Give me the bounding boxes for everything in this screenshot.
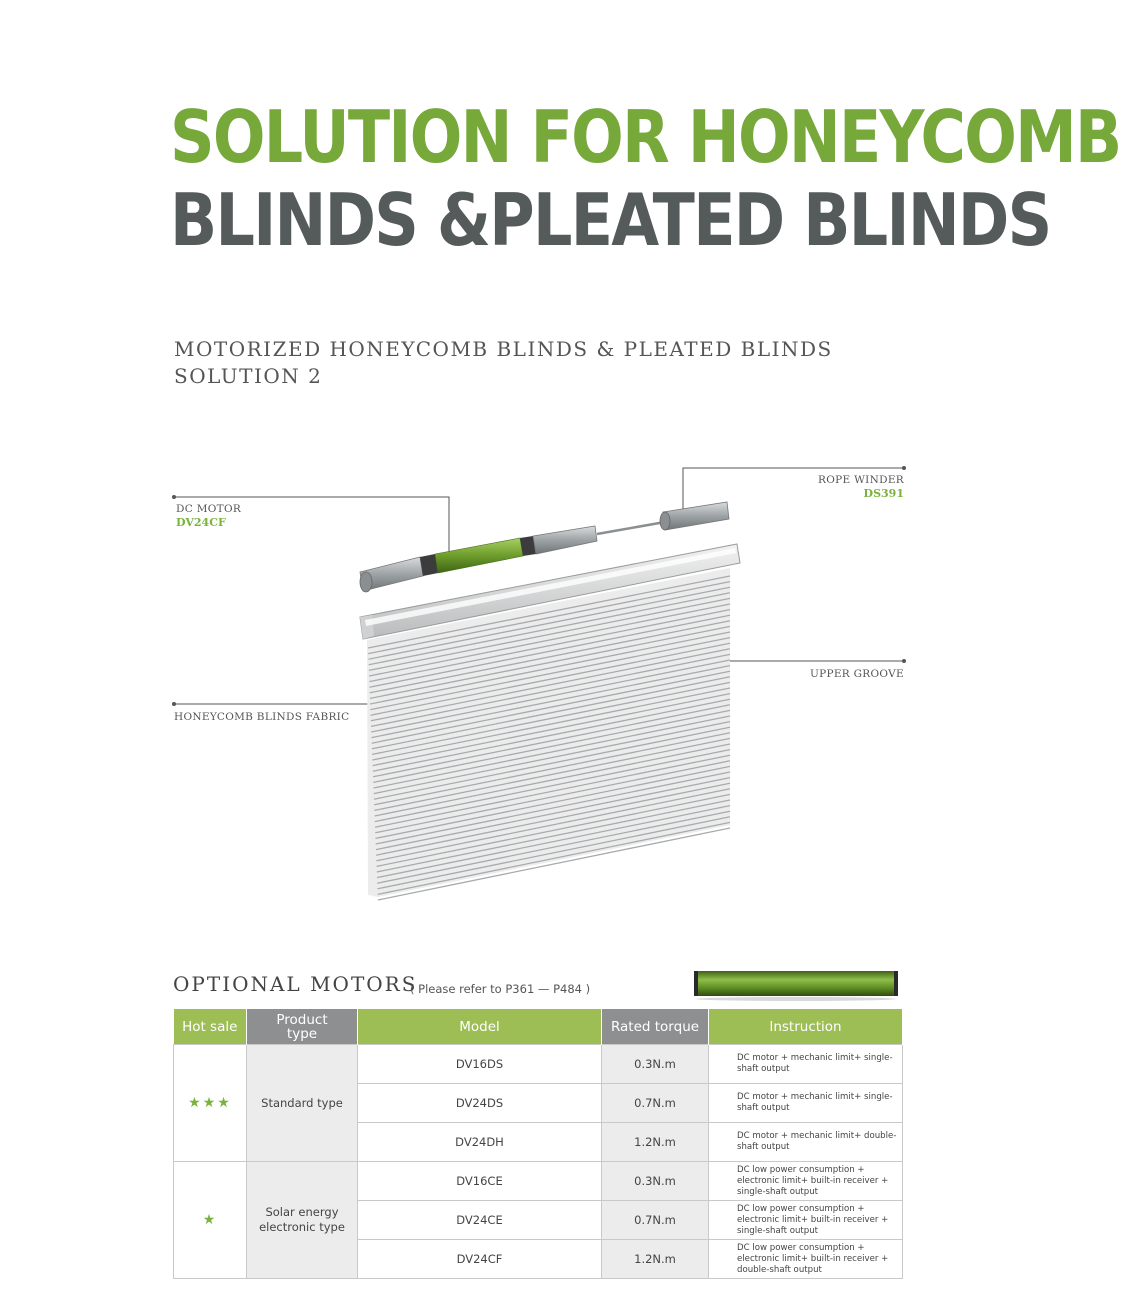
instruction-cell: DC motor + mechanic limit+ single-shaft output bbox=[709, 1084, 903, 1123]
section-subtitle bbox=[174, 336, 833, 390]
dc-motor-callout bbox=[176, 503, 241, 529]
torque-cell: 0.3N.m bbox=[602, 1162, 709, 1201]
torque-cell: 0.7N.m bbox=[602, 1201, 709, 1240]
torque-cell: 0.3N.m bbox=[602, 1045, 709, 1084]
subtitle-line-1: MOTORIZED HONEYCOMB BLINDS & PLEATED BLINDS bbox=[174, 337, 833, 361]
model-cell: DV24DH bbox=[358, 1123, 602, 1162]
instruction-cell: DC low power consumption + electronic limit+ built-in receiver + single-shaft output bbox=[709, 1201, 903, 1240]
header-instruction: Instruction bbox=[709, 1009, 903, 1045]
header-rated-torque: Rated torque bbox=[602, 1009, 709, 1045]
rope-winder-model: DS391 bbox=[863, 487, 904, 500]
model-cell: DV16DS bbox=[358, 1045, 602, 1084]
instruction-cell: DC low power consumption + electronic limit+ built-in receiver + single-shaft output bbox=[709, 1162, 903, 1201]
model-cell: DV24CF bbox=[358, 1240, 602, 1279]
optional-motors-table bbox=[173, 1009, 903, 1279]
dc-motor-label: DC MOTOR bbox=[176, 503, 242, 515]
instruction-cell: DC motor + mechanic limit+ double-shaft output bbox=[709, 1123, 903, 1162]
product-type-cell: Standard type bbox=[247, 1045, 358, 1162]
fabric-label: HONEYCOMB BLINDS FABRIC bbox=[174, 711, 350, 723]
page-title-line-2: BLINDS &PLEATED BLINDS bbox=[170, 178, 1051, 262]
star-rating-icon: ★★★ bbox=[188, 1095, 232, 1111]
motor-tube-image bbox=[694, 968, 898, 1002]
torque-cell: 1.2N.m bbox=[602, 1240, 709, 1279]
header-hot-sale: Hot sale bbox=[174, 1009, 247, 1045]
hot-sale-rating bbox=[174, 1045, 247, 1162]
page-title-line-1: SOLUTION FOR HONEYCOMB bbox=[170, 95, 1121, 179]
hot-sale-rating bbox=[174, 1162, 247, 1279]
subtitle-line-2: SOLUTION 2 bbox=[174, 364, 323, 388]
instruction-cell: DC motor + mechanic limit+ single-shaft output bbox=[709, 1045, 903, 1084]
table-row bbox=[174, 1162, 903, 1201]
table-row bbox=[174, 1045, 903, 1084]
model-cell: DV24CE bbox=[358, 1201, 602, 1240]
header-model: Model bbox=[358, 1009, 602, 1045]
upper-groove-label: UPPER GROOVE bbox=[809, 668, 904, 680]
page-reference-note: ( Please refer to P361 — P484 ) bbox=[410, 982, 591, 996]
dc-motor-model: DV24CF bbox=[176, 516, 226, 529]
optional-motors-title: OPTIONAL MOTORS bbox=[173, 972, 418, 996]
model-cell: DV24DS bbox=[358, 1084, 602, 1123]
star-rating-icon: ★ bbox=[202, 1212, 218, 1228]
table-header-row bbox=[174, 1009, 903, 1045]
torque-cell: 1.2N.m bbox=[602, 1123, 709, 1162]
dc-motor-assembly bbox=[360, 502, 729, 592]
header-product-type: Product type bbox=[247, 1009, 358, 1045]
model-cell: DV16CE bbox=[358, 1162, 602, 1201]
rope-winder-callout bbox=[818, 474, 904, 500]
instruction-cell: DC low power consumption + electronic limit+ built-in receiver + double-shaft output bbox=[709, 1240, 903, 1279]
torque-cell: 0.7N.m bbox=[602, 1084, 709, 1123]
product-type-cell: Solar energy electronic type bbox=[247, 1162, 358, 1279]
rope-winder-label: ROPE WINDER bbox=[818, 474, 904, 486]
